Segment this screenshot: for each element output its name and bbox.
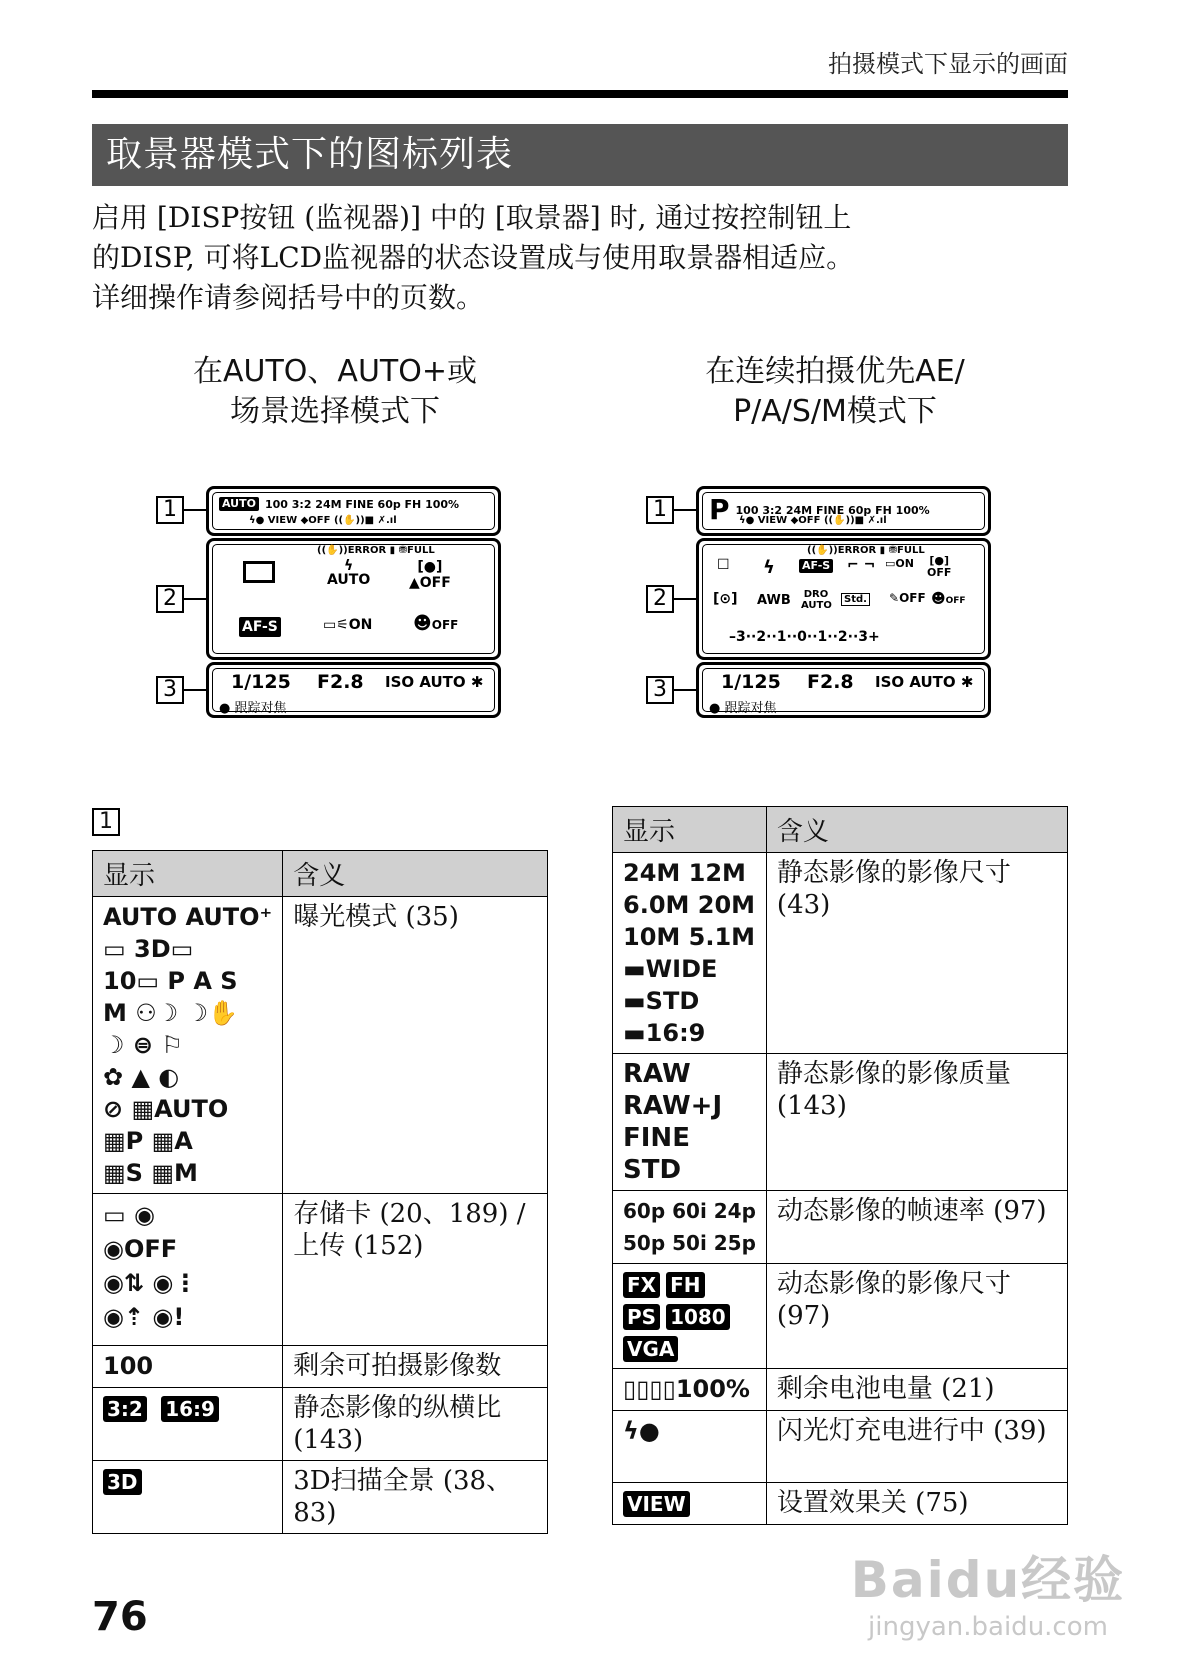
display-line: ▭ 3D▭ <box>103 935 194 963</box>
page-number: 76 <box>92 1594 148 1640</box>
meaning-cell: 剩余电池电量 (21) <box>766 1369 1067 1411</box>
header-rule <box>92 90 1068 98</box>
area-leader-1 <box>674 509 696 511</box>
dro-auto-label: DRO AUTO <box>801 589 832 611</box>
caption-pasm-mode <box>650 352 1020 432</box>
display-line: STD <box>623 1155 682 1185</box>
smile-shutter-off-icon: ☻OFF <box>413 613 459 634</box>
caption-pasm-line-1: 在连续拍摄优先AE/ <box>705 354 965 389</box>
display-cell <box>93 897 283 1194</box>
meaning-cell: 静态影像的影像尺寸 (43) <box>766 853 1067 1054</box>
watermark-main: Baidu经验 <box>850 1551 1126 1609</box>
face-detection-off-icon: [●] OFF <box>927 554 952 579</box>
status-row-second: ϟ● VIEW ◆OFF ((✋))■ ✗.ıl <box>739 515 887 526</box>
intro-line-1: 启用 [DISP按钮 (监视器)] 中的 [取景器] 时, 通过按控制钮上 <box>92 201 852 234</box>
status-row-second: ϟ● VIEW ◆OFF ((✋))■ ✗.ıl <box>249 515 397 526</box>
area-leader-1 <box>184 509 206 511</box>
watermark <box>848 1540 1128 1642</box>
lcd-panel-3 <box>696 662 991 718</box>
intro-line-3: 详细操作请参阅括号中的页数。 <box>92 281 485 314</box>
meaning-cell: 曝光模式 (35) <box>283 897 548 1194</box>
area-number-3: 3 <box>156 676 184 704</box>
area-number-2: 2 <box>646 585 674 613</box>
display-line: RAW <box>623 1059 691 1089</box>
table-row <box>613 853 1068 1054</box>
meaning-cell: 3D扫描全景 (38、83) <box>283 1461 548 1534</box>
display-line: ◉OFF <box>103 1235 178 1263</box>
focus-mode-icon <box>799 557 833 573</box>
table-row <box>613 1191 1068 1264</box>
movie-size-1080-icon: 1080 <box>666 1304 730 1330</box>
focus-mode-icon <box>239 617 281 637</box>
display-cell <box>613 1411 767 1483</box>
table-row <box>613 1483 1068 1525</box>
display-cell <box>93 1388 283 1461</box>
tracking-focus-label: ● 跟踪对焦 <box>219 701 287 716</box>
flash-charging-icon: ϟ● <box>623 1417 660 1445</box>
display-cell <box>613 1054 767 1191</box>
caption-auto-mode <box>170 352 500 432</box>
view-icon: VIEW <box>623 1491 690 1517</box>
lcd-diagram-auto <box>156 486 501 718</box>
table-row <box>93 1346 548 1388</box>
display-line: ▦S ▦M <box>103 1159 198 1187</box>
table-row <box>613 1411 1068 1483</box>
display-line: RAW+J <box>623 1091 723 1121</box>
area-number-1: 1 <box>156 496 184 524</box>
area-number-1: 1 <box>646 496 674 524</box>
3d-icon: 3D <box>103 1469 142 1495</box>
status-row-top: 100 3:2 24M FINE 60p FH 100% <box>735 503 930 517</box>
aspect-3-2-icon: 3:2 <box>103 1396 147 1422</box>
display-cell <box>613 1191 767 1264</box>
display-line: 24M 12M <box>623 859 746 887</box>
table-header-row <box>613 807 1068 853</box>
area-leader-3 <box>184 689 206 691</box>
display-line: ▬WIDE <box>623 955 718 983</box>
shutter-speed: 1/125 <box>231 671 291 693</box>
icon-table-left <box>92 850 548 1534</box>
meaning-cell: 静态影像的纵横比 (143) <box>283 1388 548 1461</box>
display-line: M ⚇☽ ☽✋ <box>103 999 239 1027</box>
display-line: ▬STD <box>623 987 700 1015</box>
column-header-display: 显示 <box>93 851 283 897</box>
meaning-cell: 静态影像的影像质量 (143) <box>766 1054 1067 1191</box>
movie-size-vga-icon: VGA <box>623 1336 678 1362</box>
caption-auto-line-1: 在AUTO、AUTO+或 <box>193 354 477 389</box>
lcd-diagram-pasm <box>646 486 991 718</box>
status-row-third: ((✋))ERROR ▮ ⛃FULL <box>807 545 925 556</box>
auto-mode-icon: AUTO <box>219 497 259 511</box>
program-mode-icon: P <box>709 493 730 526</box>
table-row <box>613 1369 1068 1411</box>
table-header-row <box>93 851 548 897</box>
shutter-speed: 1/125 <box>721 671 781 693</box>
area-number-2: 2 <box>156 585 184 613</box>
display-line: ⊘ ▦AUTO <box>103 1095 229 1123</box>
flash-auto-label: AUTO <box>327 572 371 588</box>
on-label: ON <box>895 557 914 570</box>
face-detection-off-icon: [●] ▲OFF <box>409 559 451 591</box>
smile-shutter-off-icon: ☻OFF <box>931 591 966 607</box>
display-line: ☽ ⊜ ⚐ <box>103 1031 183 1059</box>
battery-icon: ▯▯▯▯100% <box>623 1375 750 1403</box>
intro-line-2: 的DISP, 可将LCD监视器的状态设置成与使用取景器相适应。 <box>92 241 855 274</box>
lcd-panel-2 <box>206 538 501 660</box>
lcd-panel-1 <box>206 486 501 536</box>
on-label: ON <box>348 617 373 633</box>
flash-icon: ϟ <box>763 557 775 578</box>
face-off-label: OFF <box>927 566 952 579</box>
metering-mode-icon: [⊙] <box>713 591 738 607</box>
movie-size-ps-icon: PS <box>623 1304 660 1330</box>
display-line: ◉⇅ ◉⋮ <box>103 1269 198 1297</box>
movie-size-fx-icon: FX <box>623 1272 660 1298</box>
afs-label: AF-S <box>239 617 281 637</box>
display-line: ▬16:9 <box>623 1019 706 1047</box>
drive-mode-icon: ☐ <box>717 557 730 573</box>
caption-pasm-line-2: P/A/S/M模式下 <box>733 394 937 429</box>
display-line: 6.0M 20M <box>623 891 756 919</box>
table-row <box>93 1461 548 1534</box>
section-title: 取景器模式下的图标列表 <box>92 124 1068 186</box>
display-cell <box>613 1264 767 1369</box>
iso-value: ISO AUTO ✱ <box>875 673 974 691</box>
display-line: ▦P ▦A <box>103 1127 193 1155</box>
table-row <box>613 1054 1068 1191</box>
meaning-cell: 剩余可拍摄影像数 <box>283 1346 548 1388</box>
display-cell: 100 <box>93 1346 283 1388</box>
display-line: 50p 50i 25p <box>623 1231 756 1255</box>
movie-size-fh-icon: FH <box>666 1272 704 1298</box>
face-off-label: OFF <box>419 575 451 591</box>
lcd-panel-1 <box>696 486 991 536</box>
column-header-meaning: 含义 <box>766 807 1067 853</box>
table-row <box>613 1264 1068 1369</box>
soft-skin-on-icon: ▭⚟ON <box>323 617 373 633</box>
focus-area-icon: ⌐ ¬ <box>847 557 876 573</box>
aperture-value: F2.8 <box>317 671 364 693</box>
display-line: AUTO AUTO⁺ <box>103 903 273 931</box>
display-cell <box>93 1194 283 1346</box>
lcd-panel-2 <box>696 538 991 660</box>
soft-skin-on-icon: ▭ON <box>885 557 914 570</box>
meaning-cell: 闪光灯充电进行中 (39) <box>766 1411 1067 1483</box>
lcd-panel-3 <box>206 662 501 718</box>
table-row <box>93 1388 548 1461</box>
display-line: ◉⇡ ◉! <box>103 1303 185 1331</box>
area-leader-2 <box>674 598 696 600</box>
smile-off-label: OFF <box>945 596 966 606</box>
white-balance-label: AWB <box>757 593 791 608</box>
tracking-focus-label: ● 跟踪对焦 <box>709 701 777 716</box>
iso-value: ISO AUTO ✱ <box>385 673 484 691</box>
display-line: ▭ ◉ <box>103 1201 155 1229</box>
watermark-url: jingyan.baidu.com <box>868 1612 1108 1642</box>
display-cell <box>613 1369 767 1411</box>
flash-auto-icon: ϟ AUTO <box>327 558 371 588</box>
area-leader-3 <box>674 689 696 691</box>
table-area-label: 1 <box>92 808 120 836</box>
aperture-value: F2.8 <box>807 671 854 693</box>
area-number-3: 3 <box>646 676 674 704</box>
column-header-display: 显示 <box>613 807 767 853</box>
display-line: 60p 60i 24p <box>623 1199 756 1223</box>
status-row-third: ((✋))ERROR ▮ ⛃FULL <box>317 545 435 556</box>
picture-effect-off-icon: ✎OFF <box>889 591 926 605</box>
display-line: ✿ ▲ ◐ <box>103 1063 180 1091</box>
icon-table-right <box>612 806 1068 1525</box>
meaning-cell: 设置效果关 (75) <box>766 1483 1067 1525</box>
display-line: 10M 5.1M <box>623 923 756 951</box>
drive-mode-icon <box>243 561 275 587</box>
display-line: 10▭ P A S <box>103 967 238 995</box>
creative-style-label: Std. <box>841 593 870 606</box>
meaning-cell: 动态影像的影像尺寸 (97) <box>766 1264 1067 1369</box>
meaning-cell: 存储卡 (20、189) /上传 (152) <box>283 1194 548 1346</box>
display-cell <box>613 1483 767 1525</box>
display-cell <box>93 1461 283 1534</box>
table-row <box>93 897 548 1194</box>
exposure-scale: –3··2··1··0··1··2··3+ <box>729 629 880 645</box>
intro-paragraph <box>92 198 1082 318</box>
aspect-16-9-icon: 16:9 <box>161 1396 219 1422</box>
smile-off-label: OFF <box>431 618 459 632</box>
meaning-cell: 动态影像的帧速率 (97) <box>766 1191 1067 1264</box>
effect-off-label: OFF <box>899 591 926 605</box>
display-line: FINE <box>623 1123 690 1153</box>
display-cell <box>613 853 767 1054</box>
afs-label: AF-S <box>799 559 833 573</box>
caption-auto-line-2: 场景选择模式下 <box>230 394 440 429</box>
status-row-top: 100 3:2 24M FINE 60p FH 100% <box>264 497 460 511</box>
running-header: 拍摄模式下显示的画面 <box>828 50 1068 78</box>
column-header-meaning: 含义 <box>283 851 548 897</box>
area-leader-2 <box>184 598 206 600</box>
table-row <box>93 1194 548 1346</box>
